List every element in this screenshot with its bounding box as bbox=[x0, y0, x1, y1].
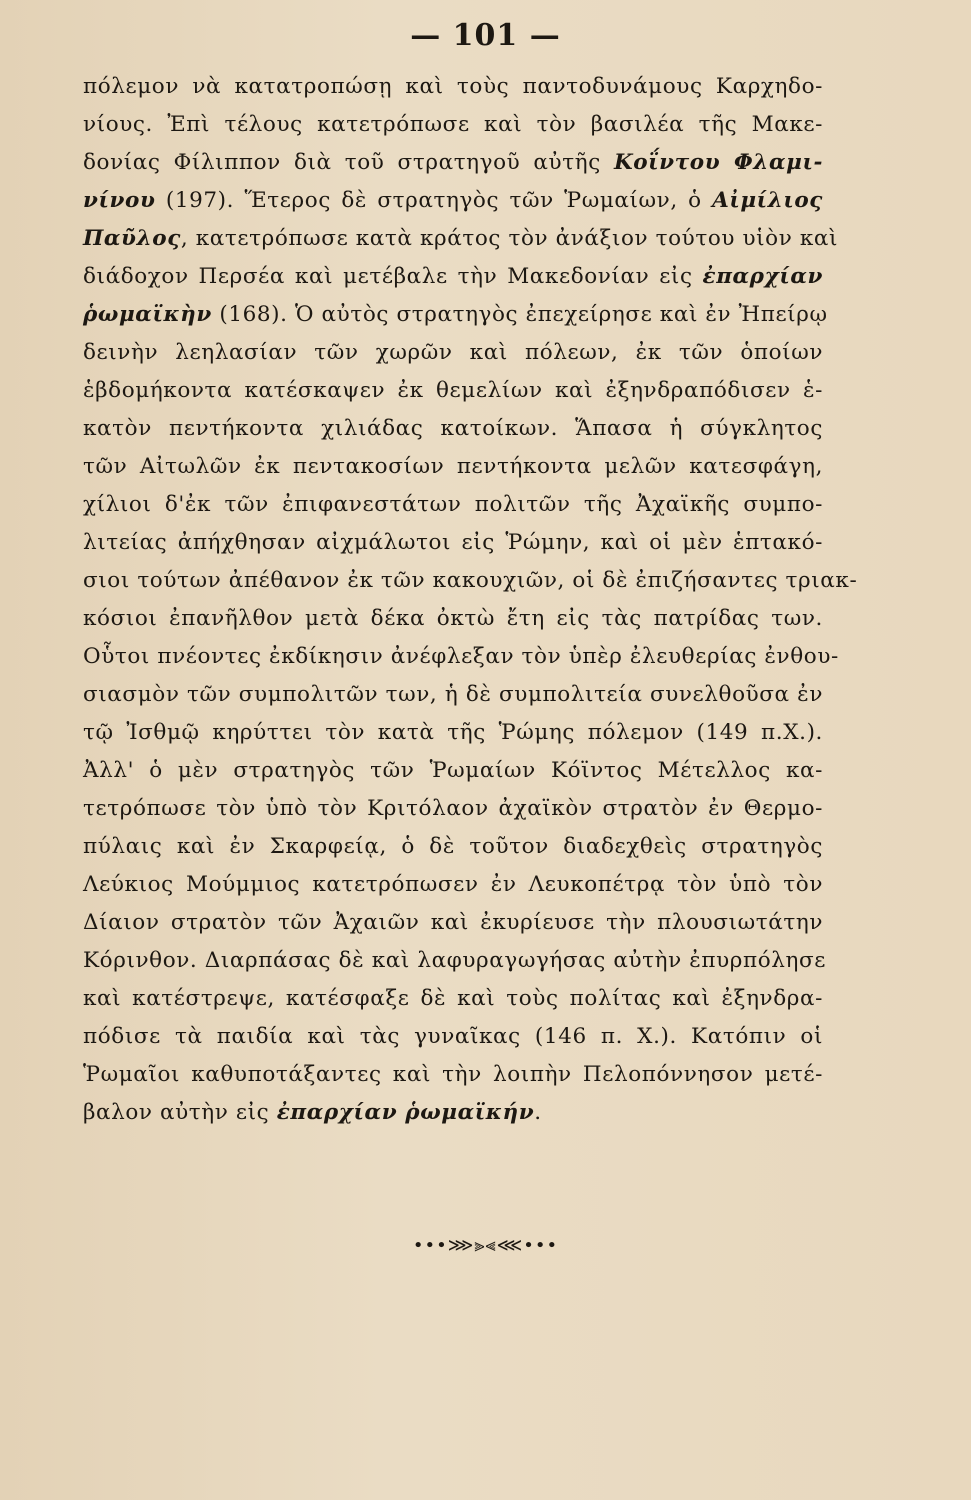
text-span: . bbox=[534, 1100, 542, 1125]
text-line bbox=[83, 562, 858, 600]
text-line bbox=[83, 486, 823, 524]
text-span: τετρόπωσε τὸν ὑπὸ τὸν Κριτόλαον ἀχαϊκὸν στρατὸν ἐν Θερμο- bbox=[83, 796, 823, 821]
text-line bbox=[83, 714, 823, 752]
text-line bbox=[83, 828, 823, 866]
text-span: σιασμὸν τῶν συμπολιτῶν των, ἡ δὲ συμπολιτεία συνελθοῦσα ἐν bbox=[83, 682, 823, 707]
text-span: Οὗτοι πνέοντες ἐκδίκησιν ἀνέφλεξαν τὸν ὑπὲρ ἐλευθερίας ἐνθου- bbox=[83, 644, 839, 669]
text-line bbox=[83, 638, 839, 676]
text-span: νίους. Ἐπὶ τέλους κατετρόπωσε καὶ τὸν βασιλέα τῆς Μακε- bbox=[83, 112, 823, 137]
text-line bbox=[83, 258, 823, 296]
text-span: σιοι τούτων ἀπέθανον ἐκ τῶν κακουχιῶν, οἱ δὲ ἐπιζήσαντες τριακ- bbox=[83, 568, 858, 593]
text-line bbox=[83, 1018, 823, 1056]
text-line bbox=[83, 904, 823, 942]
text-line bbox=[83, 1056, 823, 1094]
text-line bbox=[83, 334, 823, 372]
page-number: — 101 — bbox=[410, 18, 561, 53]
emphasis-text: ἐπαρχίαν ῥωμαϊκήν bbox=[276, 1100, 535, 1125]
text-span: (168). Ὁ αὐτὸς στρατηγὸς ἐπεχείρησε καὶ ἐν Ἠπείρῳ bbox=[211, 302, 828, 327]
text-line bbox=[83, 600, 823, 638]
text-span: πόδισε τὰ παιδία καὶ τὰς γυναῖκας (146 π. Χ.). Κατόπιν οἱ bbox=[83, 1024, 823, 1049]
emphasis-text: Παῦλος bbox=[83, 226, 181, 251]
text-line bbox=[83, 220, 839, 258]
text-span: Λεύκιος Μούμμιος κατετρόπωσεν ἐν Λευκοπέτρᾳ τὸν ὑπὸ τὸν bbox=[83, 872, 823, 897]
emphasis-text: Αἰμίλιος bbox=[712, 188, 823, 213]
emphasis-text: νίνου bbox=[83, 188, 156, 213]
body-text bbox=[83, 68, 858, 1132]
text-line bbox=[83, 144, 823, 182]
text-span: χίλιοι δ'ἐκ τῶν ἐπιφανεστάτων πολιτῶν τῆς Ἀχαϊκῆς συμπο- bbox=[83, 492, 823, 517]
text-span: δεινὴν λεηλασίαν τῶν χωρῶν καὶ πόλεων, ἐκ τῶν ὁποίων bbox=[83, 340, 823, 365]
text-span: τῷ Ἰσθμῷ κηρύττει τὸν κατὰ τῆς Ῥώμης πόλεμον (149 π.Χ.). bbox=[83, 720, 823, 745]
text-span: Ἀλλ' ὁ μὲν στρατηγὸς τῶν Ῥωμαίων Κόϊντος Μέτελλος κα- bbox=[83, 758, 823, 783]
ornament-divider: •••⋙⫸⫷⋘••• bbox=[412, 1235, 559, 1256]
text-line bbox=[83, 410, 823, 448]
text-span: κόσιοι ἐπανῆλθον μετὰ δέκα ὀκτὼ ἔτη εἰς τὰς πατρίδας των. bbox=[83, 606, 823, 631]
text-line bbox=[83, 942, 826, 980]
text-line bbox=[83, 68, 823, 106]
text-line bbox=[83, 980, 823, 1018]
text-line bbox=[83, 182, 823, 220]
text-line bbox=[83, 676, 823, 714]
text-span: Δίαιον στρατὸν τῶν Ἀχαιῶν καὶ ἐκυρίευσε τὴν πλουσιωτάτην bbox=[83, 910, 823, 935]
text-span: τῶν Αἰτωλῶν ἐκ πεντακοσίων πεντήκοντα μελῶν κατεσφάγη, bbox=[83, 454, 823, 479]
text-line bbox=[83, 1094, 823, 1132]
text-span: καὶ κατέστρεψε, κατέσφαξε δὲ καὶ τοὺς πολίτας καὶ ἐξηνδρα- bbox=[83, 986, 823, 1011]
emphasis-text: Κοΐντου Φλαμι- bbox=[613, 150, 823, 175]
text-span: πύλαις καὶ ἐν Σκαρφείᾳ, ὁ δὲ τοῦτον διαδεχθεὶς στρατηγὸς bbox=[83, 834, 823, 859]
text-span: δονίας Φίλιππον διὰ τοῦ στρατηγοῦ αὐτῆς bbox=[83, 150, 614, 175]
text-line bbox=[83, 790, 823, 828]
text-line bbox=[83, 372, 823, 410]
emphasis-text: ἐπαρχίαν bbox=[702, 264, 823, 289]
text-span: Ῥωμαῖοι καθυποτάξαντες καὶ τὴν λοιπὴν Πελοπόννησον μετέ- bbox=[83, 1062, 823, 1087]
text-span: λιτείας ἀπήχθησαν αἰχμάλωτοι εἰς Ῥώμην, καὶ οἱ μὲν ἑπτακό- bbox=[83, 530, 823, 555]
text-line bbox=[83, 106, 823, 144]
text-span: ἑβδομήκοντα κατέσκαψεν ἐκ θεμελίων καὶ ἐξηνδραπόδισεν ἑ- bbox=[83, 378, 823, 403]
text-line bbox=[83, 524, 823, 562]
text-span: βαλον αὐτὴν εἰς bbox=[83, 1100, 277, 1125]
text-span: διάδοχον Περσέα καὶ μετέβαλε τὴν Μακεδονίαν εἰς bbox=[83, 264, 703, 289]
text-span: (197). Ἕτερος δὲ στρατηγὸς τῶν Ῥωμαίων, ὁ bbox=[155, 188, 713, 213]
text-span: Κόρινθον. Διαρπάσας δὲ καὶ λαφυραγωγήσας αὐτὴν ἐπυρπόλησε bbox=[83, 948, 826, 973]
text-line bbox=[83, 752, 823, 790]
text-line bbox=[83, 866, 823, 904]
text-span: , κατετρόπωσε κατὰ κράτος τὸν ἀνάξιον τούτου υἱὸν καὶ bbox=[180, 226, 839, 251]
text-span: πόλεμον νὰ κατατροπώσῃ καὶ τοὺς παντοδυνάμους Καρχηδο- bbox=[83, 74, 823, 99]
emphasis-text: ῥωμαϊκὴν bbox=[83, 302, 212, 327]
text-span: κατὸν πεντήκοντα χιλιάδας κατοίκων. Ἅπασα ἡ σύγκλητος bbox=[83, 416, 823, 441]
text-line bbox=[83, 296, 828, 334]
text-line bbox=[83, 448, 823, 486]
